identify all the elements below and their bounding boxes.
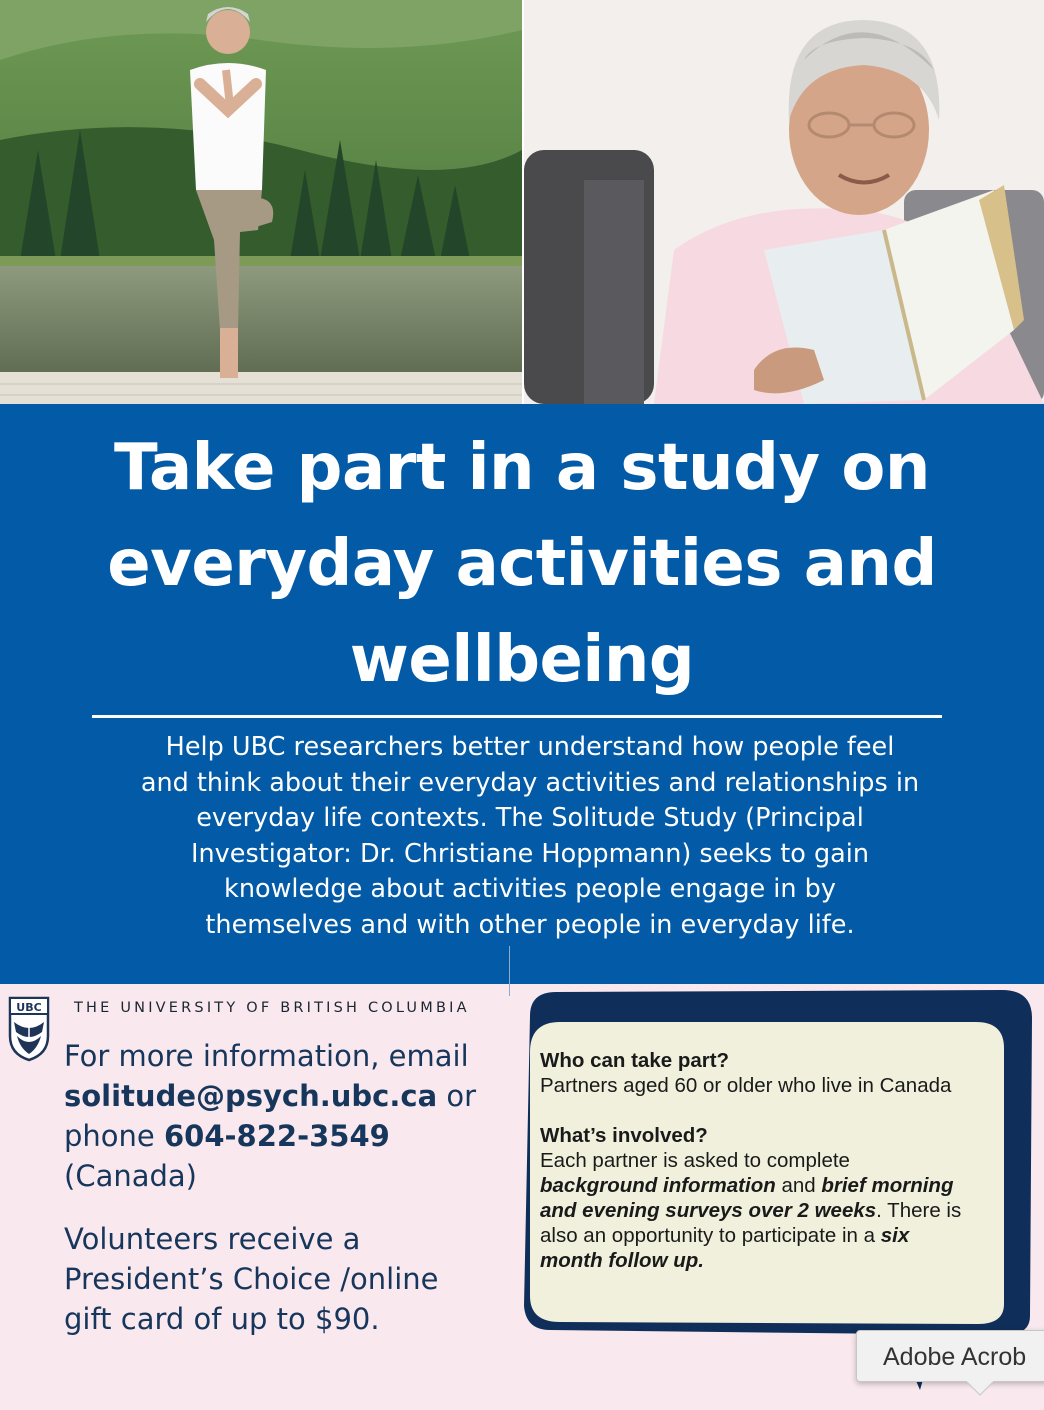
headline-line-1: Take part in a study on	[114, 431, 930, 505]
crest-label: UBC	[16, 1001, 42, 1014]
eligibility-box	[540, 1048, 990, 1273]
involved-em-followup: month follow up.	[540, 1249, 704, 1272]
reward-line-3: gift card of up to $90.	[64, 1302, 380, 1336]
involved-and: and	[775, 1174, 822, 1197]
contact-phone-number[interactable]: 604-822-3549	[163, 1119, 390, 1153]
involved-em-evening: and evening surveys over 2 weeks	[540, 1199, 877, 1222]
intro-line-2: and think about their everyday activities and relationships in	[140, 767, 920, 798]
involved-heading: What’s involved?	[540, 1124, 708, 1147]
headline-banner	[0, 404, 1044, 984]
study-description	[95, 730, 965, 943]
intro-line-5: knowledge about activities people engage in by	[224, 874, 836, 904]
contact-info	[64, 1036, 504, 1196]
reward-line-2: President’s Choice /online	[64, 1262, 439, 1296]
university-name: THE UNIVERSITY OF BRITISH COLUMBIA	[74, 1000, 470, 1016]
involved-em-morning: brief morning	[821, 1174, 954, 1197]
contact-or: or	[437, 1079, 477, 1113]
intro-line-6: themselves and with other people in everyday life.	[205, 909, 855, 940]
page-title	[60, 420, 984, 708]
intro-line-4: Investigator: Dr. Christiane Hoppmann) seeks to gain	[190, 838, 870, 869]
involved-answer	[540, 1148, 990, 1273]
intro-line-1: Help UBC researchers better understand how people feel	[165, 732, 895, 762]
headline-line-2: everyday activities and	[107, 527, 937, 601]
contact-phone-prefix: phone	[64, 1119, 164, 1153]
headline-rule	[92, 715, 942, 718]
adobe-acrobat-tooltip: Adobe Acrob	[856, 1330, 1044, 1382]
contact-line1: For more information, email	[64, 1039, 469, 1073]
who-heading: Who can take part?	[540, 1049, 730, 1072]
tooltip-tail-icon	[966, 1381, 994, 1397]
who-answer: Partners aged 60 or older who live in Canada	[540, 1074, 952, 1097]
reward-line-1: Volunteers receive a	[64, 1222, 361, 1256]
involved-rest1: . There is	[876, 1199, 962, 1222]
involved-rest2: also an opportunity to participate in a	[540, 1224, 881, 1247]
reading-photo	[524, 0, 1044, 404]
headline-line-3: wellbeing	[349, 623, 695, 697]
intro-line-3: everyday life contexts. The Solitude Study (Principal	[196, 803, 864, 833]
yoga-photo	[0, 0, 522, 404]
contact-country: (Canada)	[64, 1159, 197, 1193]
reward-info	[64, 1219, 504, 1339]
ubc-crest-icon	[8, 996, 50, 1062]
contact-email-link[interactable]: solitude@psych.ubc.ca	[64, 1079, 438, 1113]
involved-em-six: six	[880, 1224, 910, 1247]
section-divider	[509, 946, 510, 996]
involved-line1: Each partner is asked to complete	[540, 1149, 850, 1172]
involved-em-background: background information	[540, 1174, 776, 1197]
